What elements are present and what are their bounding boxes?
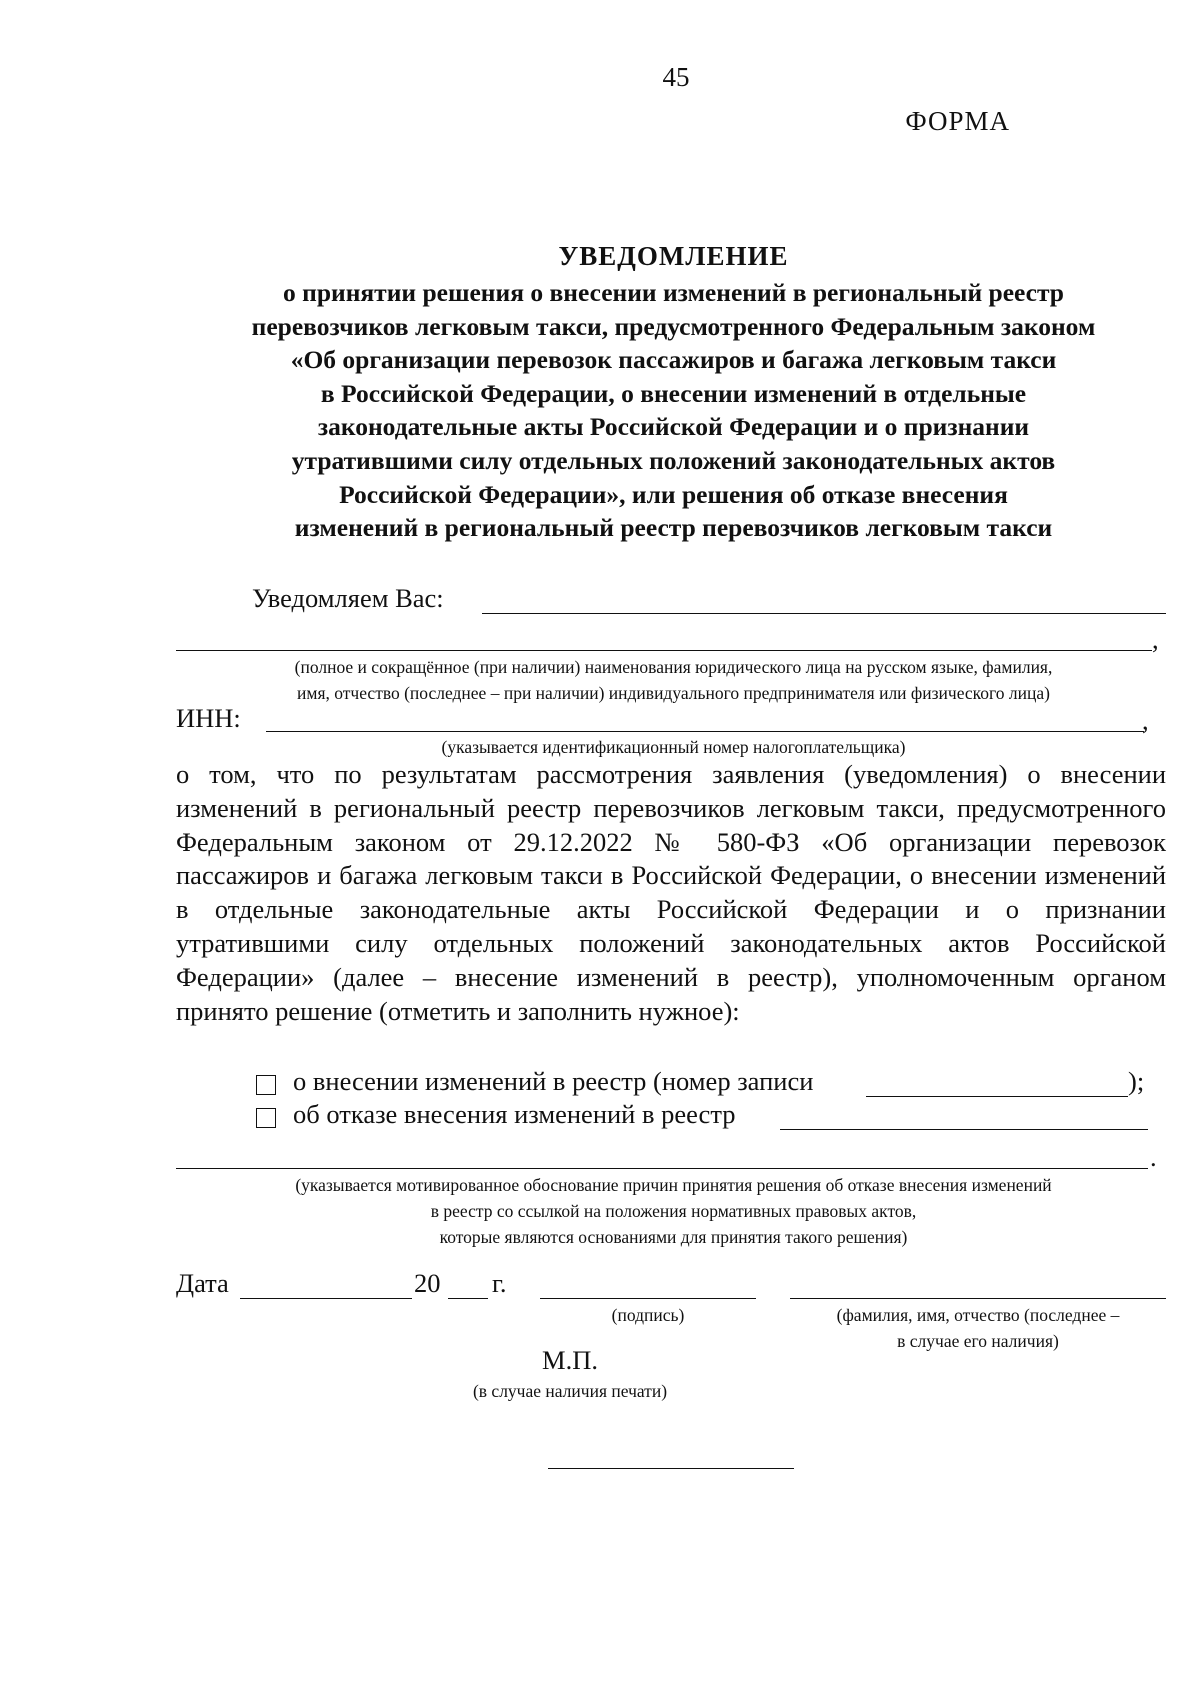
year-field-line[interactable]: [448, 1298, 488, 1299]
name-hint-line: имя, отчество (последнее – при наличии) индивидуального предпринимателя или физического лица): [297, 683, 1050, 703]
name-field-line[interactable]: [176, 650, 1152, 651]
end-divider: [548, 1468, 794, 1469]
stamp-hint: (в случае наличия печати): [472, 1381, 668, 1401]
year-prefix: 20: [414, 1268, 441, 1298]
comma-mark: ,: [1142, 705, 1149, 735]
inn-hint: (указывается идентификационный номер налогоплательщика): [441, 737, 906, 757]
document-heading: [176, 276, 1171, 545]
option-register-end: );: [1128, 1066, 1145, 1096]
document-title: УВЕДОМЛЕНИЕ: [558, 241, 789, 271]
stamp-label: М.П.: [542, 1345, 598, 1375]
fio-hint-line: (фамилия, имя, отчество (последнее –: [836, 1305, 1120, 1325]
heading-line: утратившими силу отдельных положений законодательных актов: [291, 445, 1056, 475]
reason-hint: [176, 1172, 1171, 1250]
heading-line: в Российской Федерации, о внесении изменений в отдельные: [320, 378, 1027, 408]
option-refuse-label: об отказе внесения изменений в реестр: [293, 1099, 736, 1129]
fio-field-line[interactable]: [790, 1298, 1166, 1299]
option-register-label: о внесении изменений в реестр (номер записи: [293, 1066, 814, 1096]
refuse-reason-field-line[interactable]: [780, 1129, 1148, 1130]
heading-line: перевозчиков легковым такси, предусмотренного Федеральным законом: [251, 311, 1096, 341]
notify-label: Уведомляем Вас:: [252, 583, 444, 613]
heading-line: изменений в региональный реестр перевозчиков легковым такси: [294, 513, 1053, 543]
checkbox-option-refuse[interactable]: [256, 1108, 276, 1128]
heading-line: «Об организации перевозок пассажиров и багажа легковым такси: [290, 345, 1057, 375]
fio-hint: [790, 1302, 1166, 1354]
signature-field-line[interactable]: [540, 1298, 756, 1299]
signature-hint: (подпись): [611, 1305, 685, 1325]
inn-label: ИНН:: [176, 703, 241, 733]
name-hint: [176, 654, 1171, 706]
reason-field-line[interactable]: [176, 1168, 1148, 1169]
comma-mark: ,: [1152, 624, 1159, 654]
date-label: Дата: [176, 1268, 229, 1298]
name-hint-line: (полное и сокращённое (при наличии) наименования юридического лица на русском языке, фамилия,: [294, 657, 1053, 677]
form-label: ФОРМА: [905, 106, 1010, 136]
heading-line: о принятии решения о внесении изменений в региональный реестр: [283, 278, 1064, 307]
body-paragraph: о том, что по результатам рассмотрения заявления (уведомления) о внесении изменений в региональный реестр перевозчиков легковым такси, предусмотренного Федеральным законом от 29.12.2022 № 580-ФЗ «Об организации перевозок пассажиров и багажа легковым такси в Российской Федерации, о внесении изменений в отдельные законодательные акты Российской Федерации и о признании утратившими силу отдельных положений законодательных актов Российской Федерации» (далее – внесение изменений в реестр), уполномоченным органом принято решение (отметить и заполнить нужное):: [176, 759, 1166, 1026]
inn-field-line[interactable]: [266, 731, 1144, 732]
fio-hint-line: в случае его наличия): [897, 1331, 1059, 1351]
period-mark: .: [1150, 1142, 1157, 1172]
reason-hint-line: в реестр со ссылкой на положения нормативных правовых актов,: [430, 1201, 917, 1221]
record-number-field-line[interactable]: [866, 1096, 1128, 1097]
reason-hint-line: которые являются основаниями для принятия такого решения): [439, 1227, 908, 1247]
heading-line: законодательные акты Российской Федерации и о признании: [317, 412, 1030, 442]
heading-line: Российской Федерации», или решения об отказе внесения: [339, 479, 1008, 509]
year-suffix: г.: [492, 1268, 507, 1298]
page-number: 45: [662, 62, 690, 92]
checkbox-option-register[interactable]: [256, 1075, 276, 1095]
date-field-line[interactable]: [240, 1298, 412, 1299]
notify-field-line[interactable]: [482, 613, 1166, 614]
reason-hint-line: (указывается мотивированное обоснование причин принятия решения об отказе внесения изменений: [295, 1175, 1052, 1195]
